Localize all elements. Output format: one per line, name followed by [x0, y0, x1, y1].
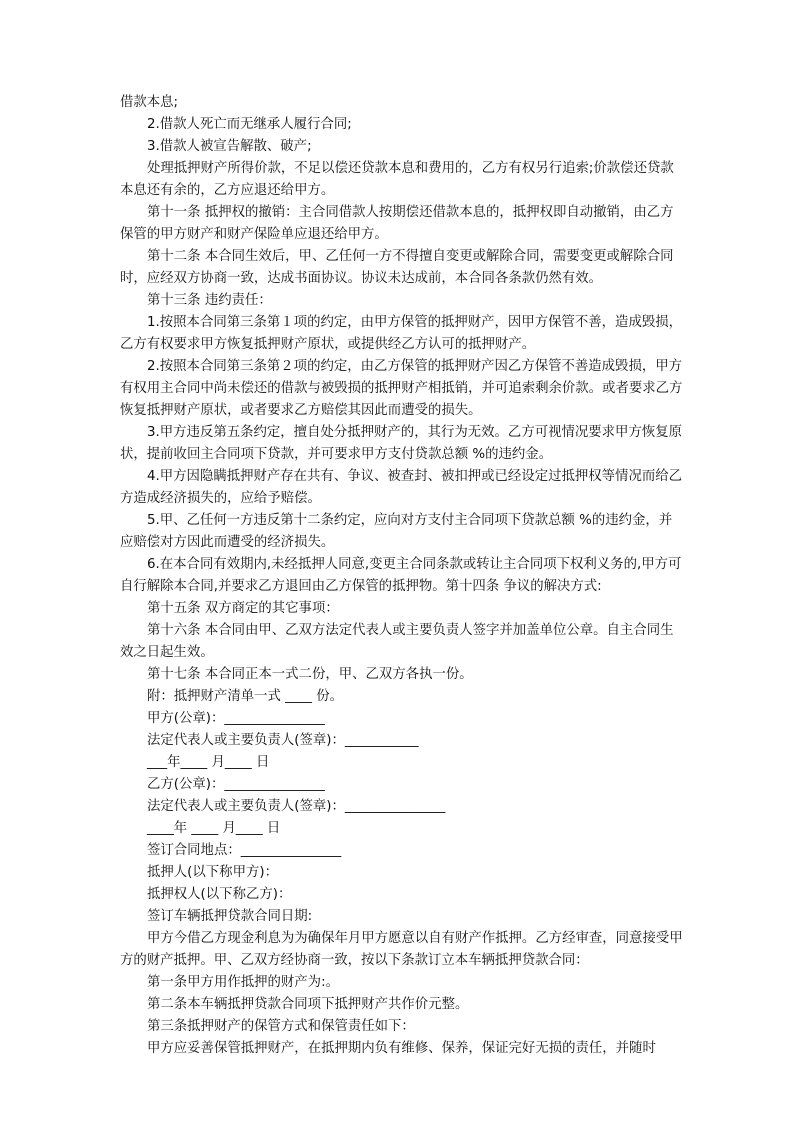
paragraph-breach-3: 3.甲方违反第五条约定，擅自处分抵押财产的，其行为无效。乙方可视情况要求甲方恢复原状，提前收回主合同项下贷款，并可要求甲方支付贷款总额 %的违约金。: [120, 425, 683, 462]
paragraph-article-15: 第十五条 双方商定的其它事项：: [147, 601, 339, 616]
paragraph-breach-1: 1.按照本合同第三条第１项的约定，由甲方保管的抵押财产，因甲方保管不善，造成毁损，乙方有权要求甲方恢复抵押财产原状，或提供经乙方认可的抵押财产。: [120, 315, 683, 352]
paragraph-party-b-date: ____年 ____ 月____ 日: [147, 821, 281, 836]
paragraph-party-b-seal: 乙方(公章)：_______________: [147, 777, 325, 792]
paragraph-preamble: 甲方今借乙方现金利息为为确保年月甲方愿意以自有财产作抵押。乙方经审查，同意接受甲方的财产抵押。甲、乙双方经协商一致，按以下条款订立本车辆抵押贷款合同：: [120, 931, 683, 968]
paragraph-article-2: 第二条本车辆抵押贷款合同项下抵押财产共作价元整。: [147, 997, 469, 1012]
paragraph-mortgagee: 抵押权人(以下称乙方)：: [147, 887, 292, 902]
paragraph-breach-6: 6.在本合同有效期内,未经抵押人同意,变更主合同条款或转让主合同项下权利义务的,甲方可自行解除本合同,并要求乙方退回由乙方保管的抵押物。第十四条 争议的解决方式:: [120, 557, 682, 594]
paragraph-attachment: 附：抵押财产清单一式 ____ 份。: [147, 689, 343, 704]
paragraph-party-b-representative: 法定代表人或主要负责人(签章)：_______________: [147, 799, 446, 814]
paragraph-custody-duty: 甲方应妥善保管抵押财产，在抵押期内负有维修、保养，保证完好无损的责任，并随时: [147, 1041, 656, 1056]
paragraph-article-12: 第十二条 本合同生效后，甲、乙任何一方不得擅自变更或解除合同，需要变更或解除合同时，应经双方协商一致，达成书面协议。协议未达成前，本合同各条款仍然有效。: [120, 249, 674, 286]
paragraph-party-a-seal: 甲方(公章)：_______________: [147, 711, 325, 726]
paragraph-loan-principal-interest: 借款本息;: [120, 95, 179, 110]
paragraph-article-3: 第三条抵押财产的保管方式和保管责任如下：: [147, 1019, 415, 1034]
paragraph-borrower-death: 2.借款人死亡而无继承人履行合同;: [147, 117, 352, 132]
paragraph-signing-place: 签订合同地点：_______________: [147, 843, 342, 858]
paragraph-breach-2: 2.按照本合同第三条第２项的约定，由乙方保管的抵押财产因乙方保管不善造成毁损，甲方有权用主合同中尚未偿还的借款与被毁损的抵押财产相抵销，并可追索剩余价款。或者要求乙方恢复抵押财产原状，或者要求乙方赔偿其因此而遭受的损失。: [120, 359, 683, 418]
paragraph-borrower-bankruptcy: 3.借款人被宣告解散、破产;: [147, 139, 312, 154]
paragraph-disposal-proceeds: 处理抵押财产所得价款，不足以偿还贷款本息和费用的，乙方有权另行追索;价款偿还贷款本息还有余的，乙方应退还给甲方。: [120, 161, 674, 198]
paragraph-article-1: 第一条甲方用作抵押的财产为:。: [147, 975, 339, 990]
paragraph-article-13-heading: 第十三条 违约责任：: [147, 293, 272, 308]
paragraph-article-17: 第十七条 本合同正本一式二份，甲、乙双方各执一份。: [147, 667, 473, 682]
paragraph-breach-5: 5.甲、乙任何一方违反第十二条约定，应向对方支付主合同项下贷款总额 %的违约金，并应赔偿对方因此而遭受的经济损失。: [120, 513, 673, 550]
paragraph-breach-4: 4.甲方因隐瞒抵押财产存在共有、争议、被查封、被扣押或已经设定过抵押权等情况而给乙方造成经济损失的，应给予赔偿。: [120, 469, 683, 506]
paragraph-party-a-date: ___年____ 月____ 日: [147, 755, 270, 770]
paragraph-contract-date: 签订车辆抵押贷款合同日期:: [147, 909, 313, 924]
paragraph-article-11: 第十一条 抵押权的撤销：主合同借款人按期偿还借款本息的，抵押权即自动撤销，由乙方保管的甲方财产和财产保险单应退还给甲方。: [120, 205, 674, 242]
document-page: [120, 92, 685, 1060]
paragraph-mortgagor: 抵押人(以下称甲方)：: [147, 865, 278, 880]
paragraph-party-a-representative: 法定代表人或主要负责人(签章)：___________: [147, 733, 419, 748]
paragraph-article-16: 第十六条 本合同由甲、乙双方法定代表人或主要负责人签字并加盖单位公章。自主合同生效之日起生效。: [120, 623, 674, 660]
